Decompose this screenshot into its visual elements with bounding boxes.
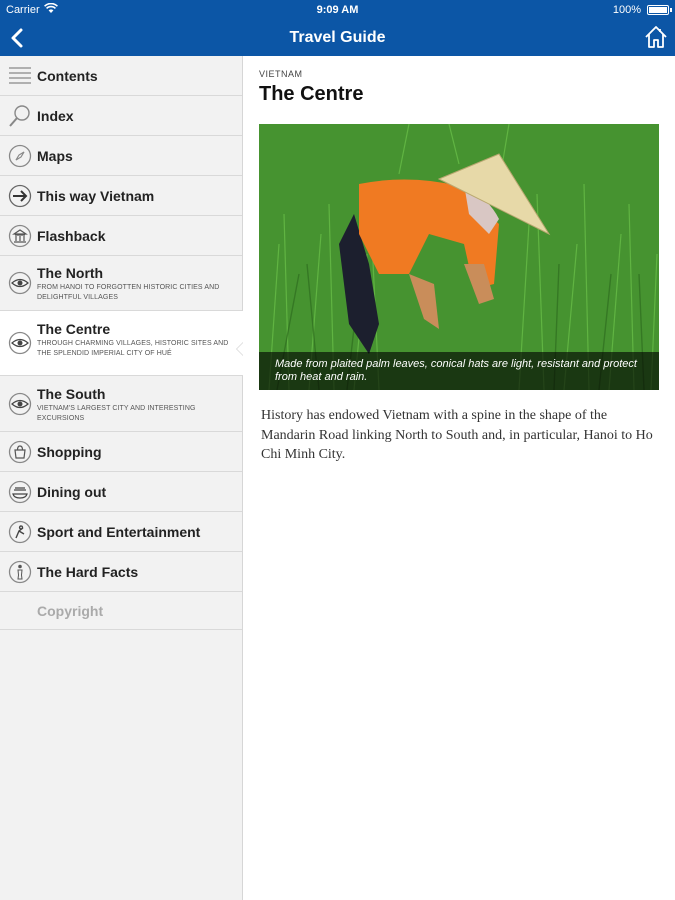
clock: 9:09 AM xyxy=(316,4,359,16)
home-button[interactable] xyxy=(643,23,669,51)
list-icon xyxy=(8,64,32,88)
eye-icon xyxy=(8,331,32,355)
sidebar-item-label: Contents xyxy=(37,68,98,84)
sidebar-item-label: The Hard Facts xyxy=(37,564,139,580)
top-bar xyxy=(0,0,675,56)
status-bar xyxy=(0,0,675,20)
shopping-bag-icon xyxy=(8,440,32,464)
battery-percent: 100% xyxy=(612,4,641,16)
navigation-bar xyxy=(0,20,675,56)
nav-title: Travel Guide xyxy=(289,29,386,46)
sidebar-item-label: Sport and Entertainment xyxy=(37,524,201,540)
sidebar-item-subtitle: VIETNAM'S LARGEST CITY AND INTERESTING EXCURSIONS xyxy=(37,405,196,422)
sidebar-item-label: This way Vietnam xyxy=(37,188,155,204)
dish-icon xyxy=(8,480,32,504)
sport-icon xyxy=(8,520,32,544)
sidebar-item-the-hard-facts[interactable] xyxy=(0,552,242,592)
sidebar-item-label: The Centre xyxy=(37,321,111,337)
sidebar-item-sport-and-entertainment[interactable] xyxy=(0,512,242,552)
sidebar-item-label: Shopping xyxy=(37,444,102,460)
eye-icon xyxy=(8,392,32,416)
sidebar-item-the-north[interactable] xyxy=(0,256,242,311)
sidebar-item-subtitle: THROUGH CHARMING VILLAGES, HISTORIC SITES AND THE SPLENDID IMPERIAL CITY OF HUÉ xyxy=(37,340,229,357)
sidebar-item-copyright[interactable] xyxy=(0,592,242,630)
sidebar-item-label: The North xyxy=(37,265,104,281)
battery-tip xyxy=(670,8,672,12)
page-title: The Centre xyxy=(259,83,364,105)
rice-field-photo xyxy=(259,124,659,390)
home-icon xyxy=(643,23,669,51)
eye-icon xyxy=(8,271,32,295)
sidebar-item-maps[interactable] xyxy=(0,136,242,176)
compass-icon xyxy=(8,144,32,168)
sidebar-item-this-way-vietnam[interactable] xyxy=(0,176,242,216)
sidebar-item-label: Dining out xyxy=(37,484,107,500)
sidebar-menu xyxy=(0,56,243,900)
image-caption: Made from plaited palm leaves, conical hats are light, resistant and protect from heat and rain. xyxy=(259,352,659,390)
sidebar-item-label: The South xyxy=(37,386,106,402)
sidebar-item-dining-out[interactable] xyxy=(0,472,242,512)
article-pane xyxy=(243,56,675,900)
sidebar-item-label: Index xyxy=(37,108,74,124)
carrier-label: Carrier xyxy=(6,4,40,16)
arrow-right-icon xyxy=(8,184,32,208)
battery-icon xyxy=(647,5,669,15)
sidebar-item-shopping[interactable] xyxy=(0,432,242,472)
sidebar-item-contents[interactable] xyxy=(0,56,242,96)
sidebar-item-label: Copyright xyxy=(37,603,104,619)
sidebar-item-the-south[interactable] xyxy=(0,376,242,432)
article-kicker: VIETNAM xyxy=(259,69,303,79)
article-photo[interactable] xyxy=(259,124,659,390)
sidebar-item-subtitle: FROM HANOI TO FORGOTTEN HISTORIC CITIES AND DELIGHTFUL VILLAGES xyxy=(37,284,220,301)
magnifier-icon xyxy=(8,104,32,128)
article-body: History has endowed Vietnam with a spine in the shape of the Mandarin Road linking North to South and, in particular, Hanoi to Ho Chi Minh City. xyxy=(261,408,653,462)
sidebar-item-label: Flashback xyxy=(37,228,106,244)
sidebar-item-label: Maps xyxy=(37,148,73,164)
temple-icon xyxy=(8,224,32,248)
info-person-icon xyxy=(8,560,32,584)
sidebar-item-index[interactable] xyxy=(0,96,242,136)
sidebar-item-the-centre[interactable] xyxy=(0,311,243,376)
sidebar-item-flashback[interactable] xyxy=(0,216,242,256)
